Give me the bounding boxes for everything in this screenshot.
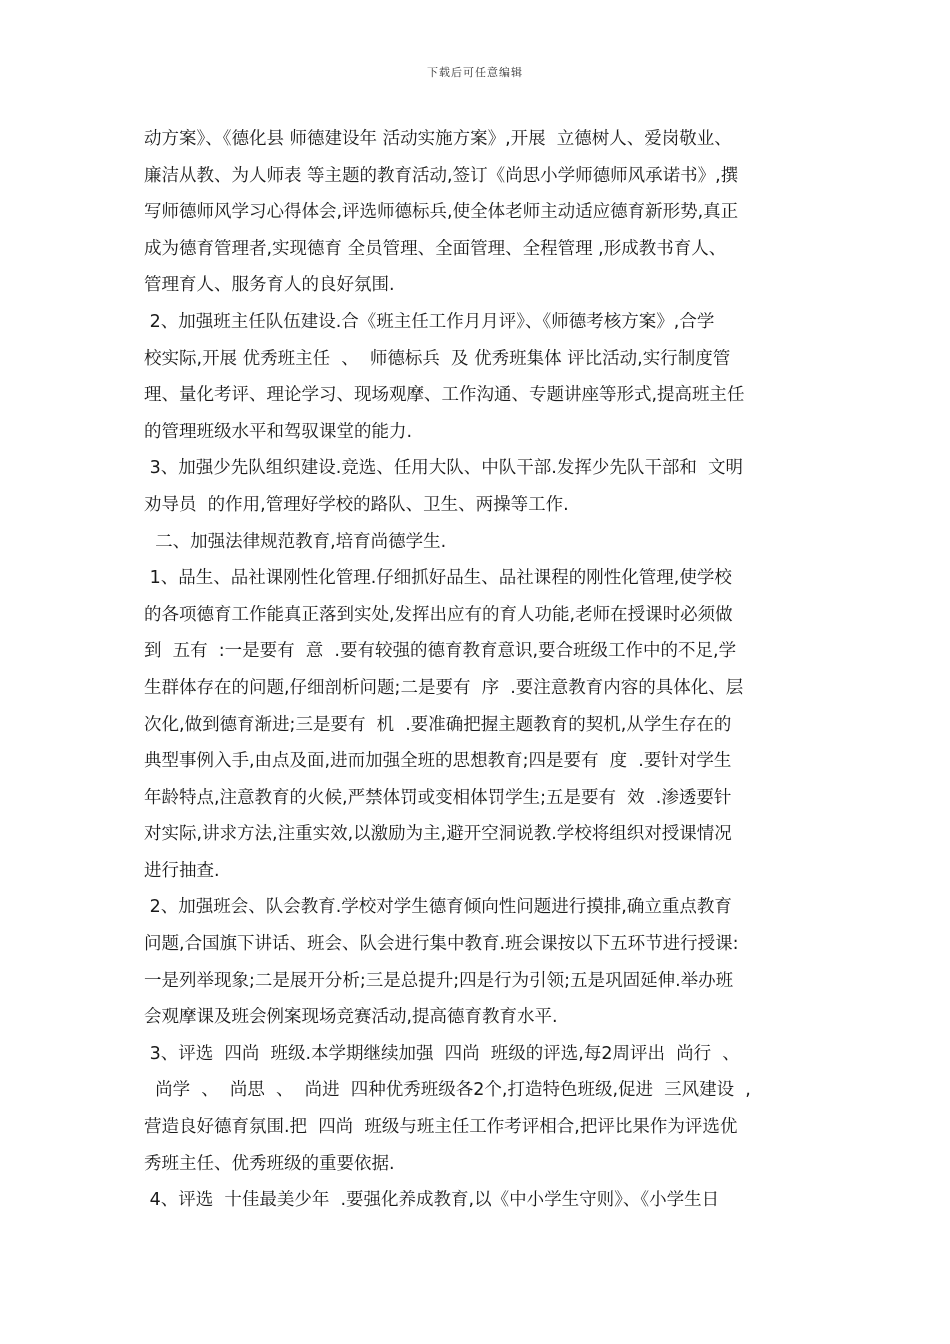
text-line: 劝导员 的作用,管理好学校的路队、卫生、两操等工作. — [144, 494, 569, 515]
text-line: 3、加强少先队组织建设.竞选、任用大队、中队干部.发挥少先队干部和 文明 — [144, 458, 743, 479]
text-line: 二、加强法律规范教育,培育尚德学生. — [144, 531, 447, 552]
text-line: 会观摩课及班会例案现场竞赛活动,提高德育教育水平. — [144, 1007, 558, 1028]
text-line: 2、加强班会、队会教育.学校对学生德育倾向性问题进行摸排,确立重点教育 — [144, 897, 732, 918]
text-line: 理、量化考评、理论学习、现场观摩、工作沟通、专题讲座等形式,提高班主任 — [144, 385, 745, 406]
text-line: 秀班主任、优秀班级的重要依据. — [144, 1153, 395, 1174]
text-line: 动方案》、《德化县 师德建设年 活动实施方案》,开展 立德树人、爱岗敬业、 — [144, 129, 732, 149]
text-line: 4、评选 十佳最美少年 .要强化养成教育,以《中小学生守则》、《小学生日 — [144, 1190, 720, 1211]
text-line: 营造良好德育氛围.把 四尚 班级与班主任工作考评相合,把评比果作为评选优 — [144, 1117, 738, 1138]
text-line: 一是列举现象;二是展开分析;三是总提升;四是行为引领;五是巩固延伸.举办班 — [144, 970, 734, 991]
text-line: 3、评选 四尚 班级.本学期继续加强 四尚 班级的评选,每2周评出 尚行 、 — [144, 1043, 740, 1064]
text-line: 典型事例入手,由点及面,进而加强全班的思想教育;四是要有 度 .要针对学生 — [144, 751, 732, 772]
text-line: 管理育人、服务育人的良好氛围. — [144, 275, 395, 296]
text-line: 写师德师风学习心得体会,评选师德标兵,使全体老师主动适应德育新形势,真正 — [144, 202, 739, 223]
text-line: 到 五有 :一是要有 意 .要有较强的德育教育意识,要合班级工作中的不足,学 — [144, 641, 737, 662]
text-line: 问题,合国旗下讲话、班会、队会进行集中教育.班会课按以下五环节进行授课: — [144, 934, 739, 955]
text-line: 年龄特点,注意教育的火候,严禁体罚或变相体罚学生;五是要有 效 .渗透要针 — [144, 787, 732, 808]
text-line: 廉洁从教、为人师表 等主题的教育活动,签订《尚思小学师德师风承诺书》,撰 — [144, 165, 739, 186]
text-line: 成为德育管理者,实现德育 全员管理、全面管理、全程管理 ,形成教书育人、 — [144, 238, 727, 259]
text-line: 校实际,开展 优秀班主任 、 师德标兵 及 优秀班集体 评比活动,实行制度管 — [144, 348, 731, 369]
text-line: 对实际,讲求方法,注重实效,以激励为主,避开空洞说教.学校将组织对授课情况 — [144, 824, 732, 845]
text-line: 次化,做到德育渐进;三是要有 机 .要准确把握主题教育的契机,从学生存在的 — [144, 714, 732, 735]
page-header: 下载后可任意编辑 — [427, 66, 523, 79]
text-line: 1、品生、品社课刚性化管理.仔细抓好品生、品社课程的刚性化管理,使学校 — [144, 568, 732, 589]
text-line: 进行抽查. — [144, 860, 220, 881]
text-line: 的各项德育工作能真正落到实处,发挥出应有的育人功能,老师在授课时必须做 — [144, 604, 733, 625]
document-body — [144, 121, 814, 1219]
text-line: 生群体存在的问题,仔细剖析问题;二是要有 序 .要注意教育内容的具体化、层 — [144, 677, 744, 698]
text-line: 的管理班级水平和驾驭课堂的能力. — [144, 421, 413, 442]
text-line: 2、加强班主任队伍建设.合《班主任工作月月评》、《师德考核方案》,合学 — [144, 311, 715, 332]
text-line: 尚学 、 尚思 、 尚进 四种优秀班级各2个,打造特色班级,促进 三风建设 , — [144, 1080, 751, 1101]
